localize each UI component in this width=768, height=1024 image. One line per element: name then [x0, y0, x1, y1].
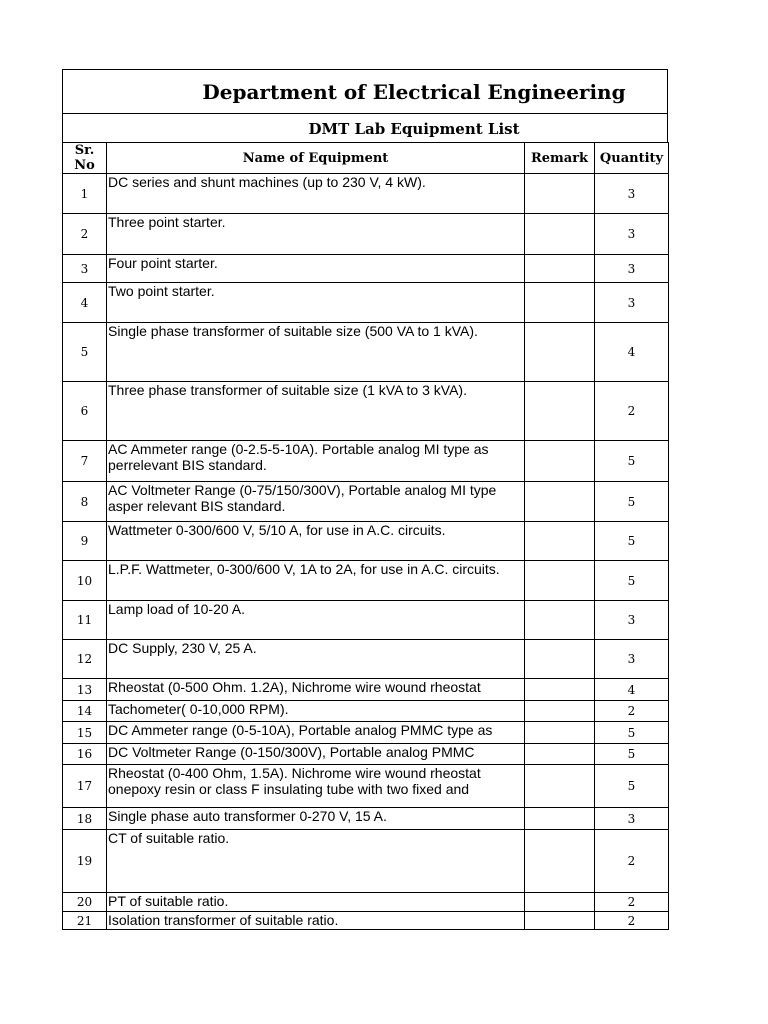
sr-no-cell: 12	[63, 640, 107, 679]
sr-no-cell: 2	[63, 214, 107, 255]
sr-no-cell: 20	[63, 893, 107, 912]
quantity-cell: 5	[595, 441, 669, 482]
remark-cell	[525, 214, 595, 255]
equipment-name-text: AC Voltmeter Range (0-75/150/300V), Portable analog MI type asper relevant BIS standard.	[108, 482, 497, 514]
remark-cell	[525, 255, 595, 283]
remark-cell	[525, 912, 595, 930]
equipment-name-text: DC Voltmeter Range (0-150/300V), Portable analog PMMC	[108, 744, 475, 760]
header-quantity: Quantity	[595, 143, 669, 174]
equipment-name-text: Two point starter.	[108, 283, 215, 299]
table-row	[63, 482, 669, 522]
equipment-name-cell	[107, 640, 525, 679]
table-row	[63, 808, 669, 830]
equipment-name-cell	[107, 214, 525, 255]
equipment-name-cell	[107, 323, 525, 382]
equipment-name-text: Rheostat (0-400 Ohm, 1.5A). Nichrome wire wound rheostat onepoxy resin or class F insulating tube with two fixed and	[108, 765, 481, 797]
sr-no-cell: 15	[63, 722, 107, 744]
quantity-cell: 2	[595, 893, 669, 912]
sr-no-cell: 16	[63, 744, 107, 765]
table-row	[63, 522, 669, 561]
equipment-name-text: Three point starter.	[108, 214, 226, 230]
sr-no-cell: 9	[63, 522, 107, 561]
header-remark: Remark	[525, 143, 595, 174]
quantity-cell: 3	[595, 283, 669, 323]
equipment-name-cell	[107, 679, 525, 701]
table-row	[63, 765, 669, 808]
sr-no-cell: 21	[63, 912, 107, 930]
table-row	[63, 640, 669, 679]
quantity-cell: 5	[595, 522, 669, 561]
quantity-cell: 4	[595, 323, 669, 382]
equipment-name-cell	[107, 482, 525, 522]
equipment-name-text: Rheostat (0-500 Ohm. 1.2A), Nichrome wire wound rheostat	[108, 679, 481, 695]
sr-no-cell: 7	[63, 441, 107, 482]
equipment-name-text: Single phase auto transformer 0-270 V, 15 A.	[108, 808, 387, 824]
sr-no-cell: 1	[63, 174, 107, 214]
list-title: DMT Lab Equipment List	[308, 120, 520, 138]
quantity-cell: 3	[595, 808, 669, 830]
sr-no-cell: 18	[63, 808, 107, 830]
equipment-name-text: Tachometer( 0-10,000 RPM).	[108, 701, 289, 717]
equipment-name-cell	[107, 701, 525, 722]
equipment-name-cell	[107, 808, 525, 830]
equipment-name-cell	[107, 561, 525, 601]
equipment-table	[62, 142, 669, 930]
table-row	[63, 722, 669, 744]
equipment-name-text: DC Ammeter range (0-5-10A), Portable analog PMMC type as	[108, 722, 493, 738]
equipment-name-text: Single phase transformer of suitable size (500 VA to 1 kVA).	[108, 323, 478, 339]
quantity-cell: 2	[595, 382, 669, 441]
table-row	[63, 174, 669, 214]
table-row	[63, 601, 669, 640]
equipment-name-text: PT of suitable ratio.	[108, 893, 229, 909]
table-row	[63, 214, 669, 255]
quantity-cell: 5	[595, 561, 669, 601]
equipment-name-cell	[107, 601, 525, 640]
equipment-sheet	[62, 69, 668, 930]
remark-cell	[525, 441, 595, 482]
equipment-name-text: Four point starter.	[108, 255, 218, 271]
equipment-name-cell	[107, 382, 525, 441]
table-row	[63, 893, 669, 912]
quantity-cell: 3	[595, 255, 669, 283]
table-row	[63, 744, 669, 765]
remark-cell	[525, 640, 595, 679]
remark-cell	[525, 744, 595, 765]
equipment-name-cell	[107, 441, 525, 482]
sr-no-cell: 11	[63, 601, 107, 640]
sr-no-cell: 14	[63, 701, 107, 722]
table-body	[63, 174, 669, 930]
remark-cell	[525, 174, 595, 214]
table-row	[63, 561, 669, 601]
sr-no-cell: 10	[63, 561, 107, 601]
table-row	[63, 912, 669, 930]
equipment-name-cell	[107, 893, 525, 912]
remark-cell	[525, 893, 595, 912]
sr-no-cell: 6	[63, 382, 107, 441]
table-row	[63, 283, 669, 323]
remark-cell	[525, 601, 595, 640]
equipment-name-cell	[107, 912, 525, 930]
remark-cell	[525, 679, 595, 701]
table-row	[63, 255, 669, 283]
remark-cell	[525, 722, 595, 744]
equipment-name-text: Wattmeter 0-300/600 V, 5/10 A, for use in A.C. circuits.	[108, 522, 446, 538]
equipment-name-text: AC Ammeter range (0-2.5-5-10A). Portable analog MI type as perrelevant BIS standard.	[108, 441, 489, 473]
remark-cell	[525, 765, 595, 808]
quantity-cell: 5	[595, 482, 669, 522]
table-row	[63, 679, 669, 701]
sr-no-cell: 13	[63, 679, 107, 701]
equipment-name-text: CT of suitable ratio.	[108, 830, 230, 846]
remark-cell	[525, 283, 595, 323]
quantity-cell: 2	[595, 830, 669, 893]
equipment-name-text: DC series and shunt machines (up to 230 V, 4 kW).	[108, 174, 426, 190]
table-row	[63, 701, 669, 722]
remark-cell	[525, 808, 595, 830]
quantity-cell: 2	[595, 701, 669, 722]
table-row	[63, 830, 669, 893]
equipment-name-cell	[107, 765, 525, 808]
table-row	[63, 441, 669, 482]
title-row	[62, 69, 668, 113]
remark-cell	[525, 830, 595, 893]
department-title: Department of Electrical Engineering	[202, 79, 626, 104]
remark-cell	[525, 482, 595, 522]
quantity-cell: 3	[595, 601, 669, 640]
header-name-of-equipment: Name of Equipment	[107, 143, 525, 174]
equipment-name-text: DC Supply, 230 V, 25 A.	[108, 640, 257, 656]
equipment-name-cell	[107, 522, 525, 561]
quantity-cell: 5	[595, 722, 669, 744]
equipment-name-cell	[107, 722, 525, 744]
quantity-cell: 2	[595, 912, 669, 930]
sr-no-cell: 4	[63, 283, 107, 323]
sr-no-cell: 3	[63, 255, 107, 283]
remark-cell	[525, 701, 595, 722]
sr-no-cell: 8	[63, 482, 107, 522]
quantity-cell: 5	[595, 744, 669, 765]
equipment-name-cell	[107, 744, 525, 765]
subtitle-row	[62, 113, 668, 142]
quantity-cell: 3	[595, 640, 669, 679]
equipment-name-cell	[107, 283, 525, 323]
quantity-cell: 4	[595, 679, 669, 701]
remark-cell	[525, 522, 595, 561]
equipment-name-cell	[107, 830, 525, 893]
quantity-cell: 5	[595, 765, 669, 808]
equipment-name-text: Isolation transformer of suitable ratio.	[108, 912, 339, 928]
remark-cell	[525, 561, 595, 601]
table-row	[63, 323, 669, 382]
header-row	[63, 143, 669, 174]
header-sr-no: Sr. No	[63, 143, 107, 174]
remark-cell	[525, 323, 595, 382]
equipment-name-text: Lamp load of 10-20 A.	[108, 601, 245, 617]
equipment-name-cell	[107, 255, 525, 283]
equipment-name-cell	[107, 174, 525, 214]
quantity-cell: 3	[595, 214, 669, 255]
sr-no-cell: 19	[63, 830, 107, 893]
remark-cell	[525, 382, 595, 441]
sr-no-cell: 5	[63, 323, 107, 382]
sr-no-cell: 17	[63, 765, 107, 808]
quantity-cell: 3	[595, 174, 669, 214]
equipment-name-text: L.P.F. Wattmeter, 0-300/600 V, 1A to 2A, for use in A.C. circuits.	[108, 561, 500, 577]
table-row	[63, 382, 669, 441]
equipment-name-text: Three phase transformer of suitable size (1 kVA to 3 kVA).	[108, 382, 467, 398]
